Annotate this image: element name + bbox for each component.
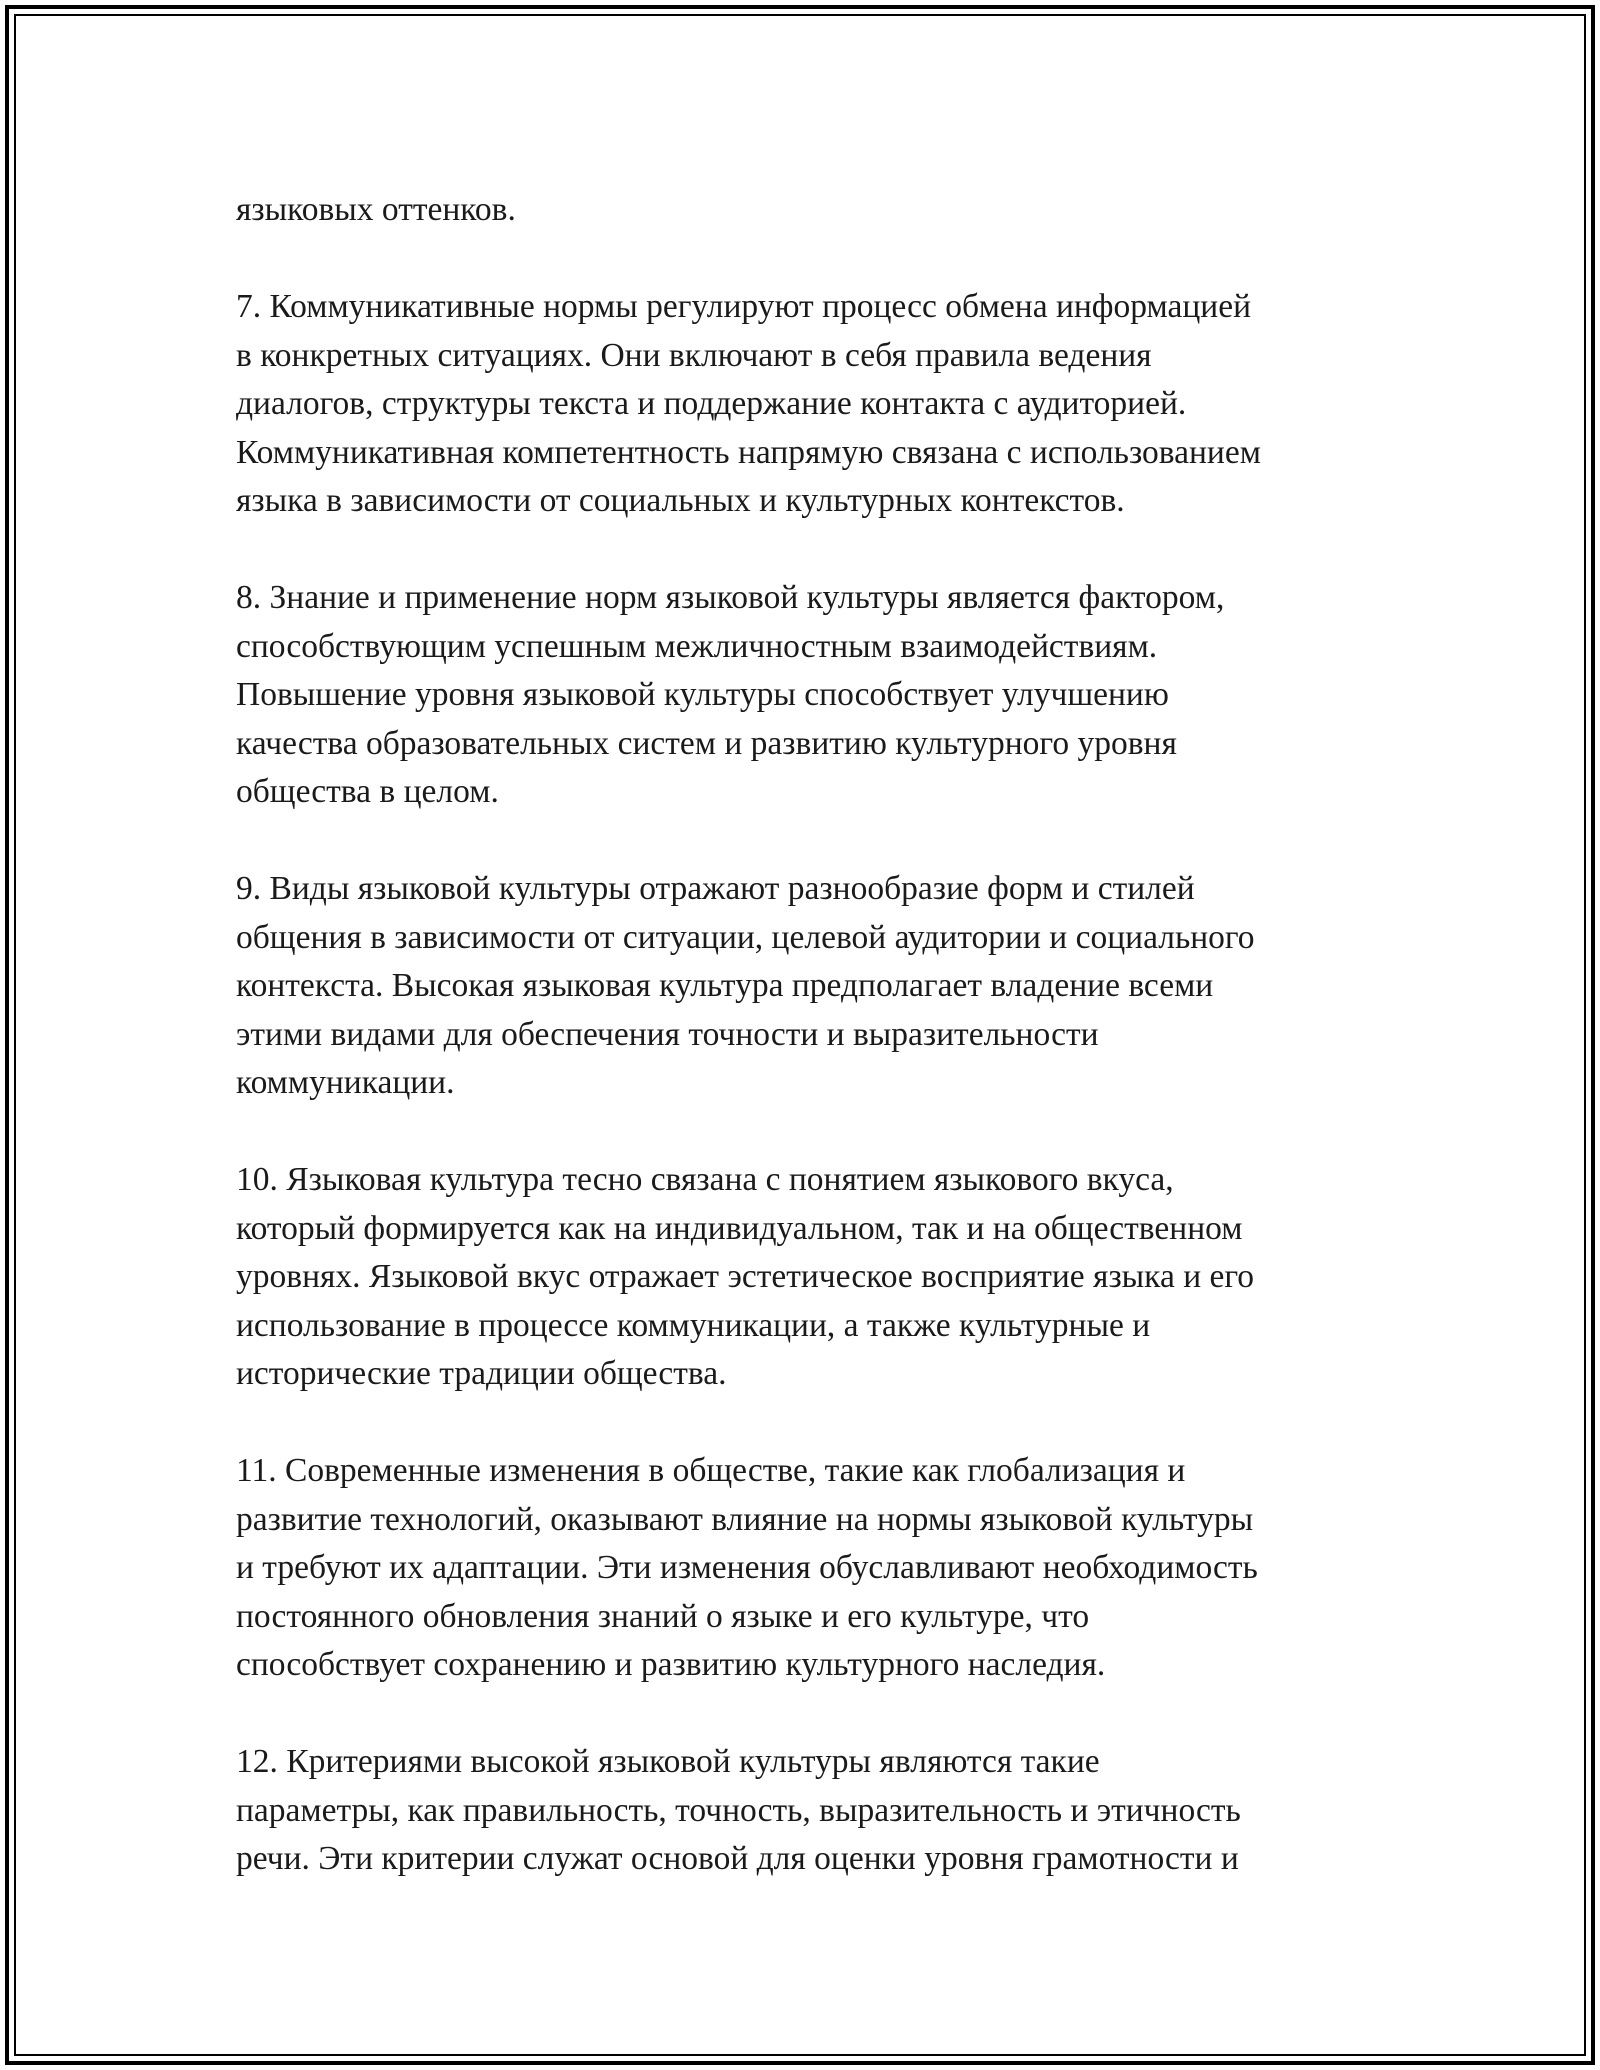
text-line: речи. Эти критерии служат основой для оценки уровня грамотности и <box>236 1840 1239 1877</box>
text-line: 7. Коммуникативные нормы регулируют процесс обмена информацией <box>236 288 1251 325</box>
text-line: Повышение уровня языковой культуры способствует улучшению <box>236 676 1169 713</box>
text-line: способствующим успешным межличностным взаимодействиям. <box>236 627 1158 665</box>
text-line: 8. Знание и применение норм языковой культуры является фактором, <box>236 579 1225 616</box>
paragraph-12 <box>236 1738 1396 1884</box>
text-line: способствует сохранению и развитию культурного наследия. <box>236 1646 1106 1683</box>
text-line: 10. Языковая культура тесно связана с понятием языкового вкуса, <box>236 1161 1174 1198</box>
text-line: в конкретных ситуациях. Они включают в себя правила ведения <box>236 336 1152 374</box>
text-line: 11. Современные изменения в обществе, такие как глобализация и <box>236 1452 1186 1489</box>
text-line: 9. Виды языковой культуры отражают разнообразие форм и стилей <box>236 870 1195 907</box>
text-line: диалогов, структуры текста и поддержание контакта с аудиторией. <box>236 385 1187 422</box>
document-body <box>236 186 1396 1932</box>
text-line: контекста. Высокая языковая культура предполагает владение всеми <box>236 967 1214 1004</box>
text-line: языка в зависимости от социальных и культурных контекстов. <box>236 482 1125 519</box>
paragraph-11 <box>236 1447 1396 1690</box>
text-line: качества образовательных систем и развитию культурного уровня <box>236 724 1177 762</box>
text-line: развитие технологий, оказывают влияние на нормы языковой культуры <box>236 1500 1254 1538</box>
paragraph-8 <box>236 574 1396 817</box>
text-line: параметры, как правильность, точность, выразительность и этичность <box>236 1791 1241 1829</box>
text-line: исторические традиции общества. <box>236 1355 727 1392</box>
text-line: использование в процессе коммуникации, а также культурные и <box>236 1306 1151 1344</box>
paragraph-9 <box>236 865 1396 1108</box>
text-line: общения в зависимости от ситуации, целевой аудитории и социального <box>236 918 1255 956</box>
text-line: этими видами для обеспечения точности и выразительности <box>236 1015 1099 1053</box>
text-line: и требуют их адаптации. Эти изменения обуславливают необходимость <box>236 1549 1258 1586</box>
text-line: языковых оттенков. <box>236 191 516 228</box>
paragraph-7 <box>236 283 1396 526</box>
paragraph-continuation <box>236 186 1396 235</box>
text-line: который формируется как на индивидуальном, так и на общественном <box>236 1209 1243 1247</box>
text-line: коммуникации. <box>236 1064 455 1101</box>
text-line: общества в целом. <box>236 773 499 810</box>
paragraph-10 <box>236 1156 1396 1399</box>
text-line: 12. Критериями высокой языковой культуры являются такие <box>236 1743 1100 1780</box>
text-line: уровнях. Языковой вкус отражает эстетическое восприятие языка и его <box>236 1258 1255 1295</box>
text-line: Коммуникативная компетентность напрямую связана с использованием <box>236 433 1261 471</box>
text-line: постоянного обновления знаний о языке и его культуре, что <box>236 1597 1090 1635</box>
